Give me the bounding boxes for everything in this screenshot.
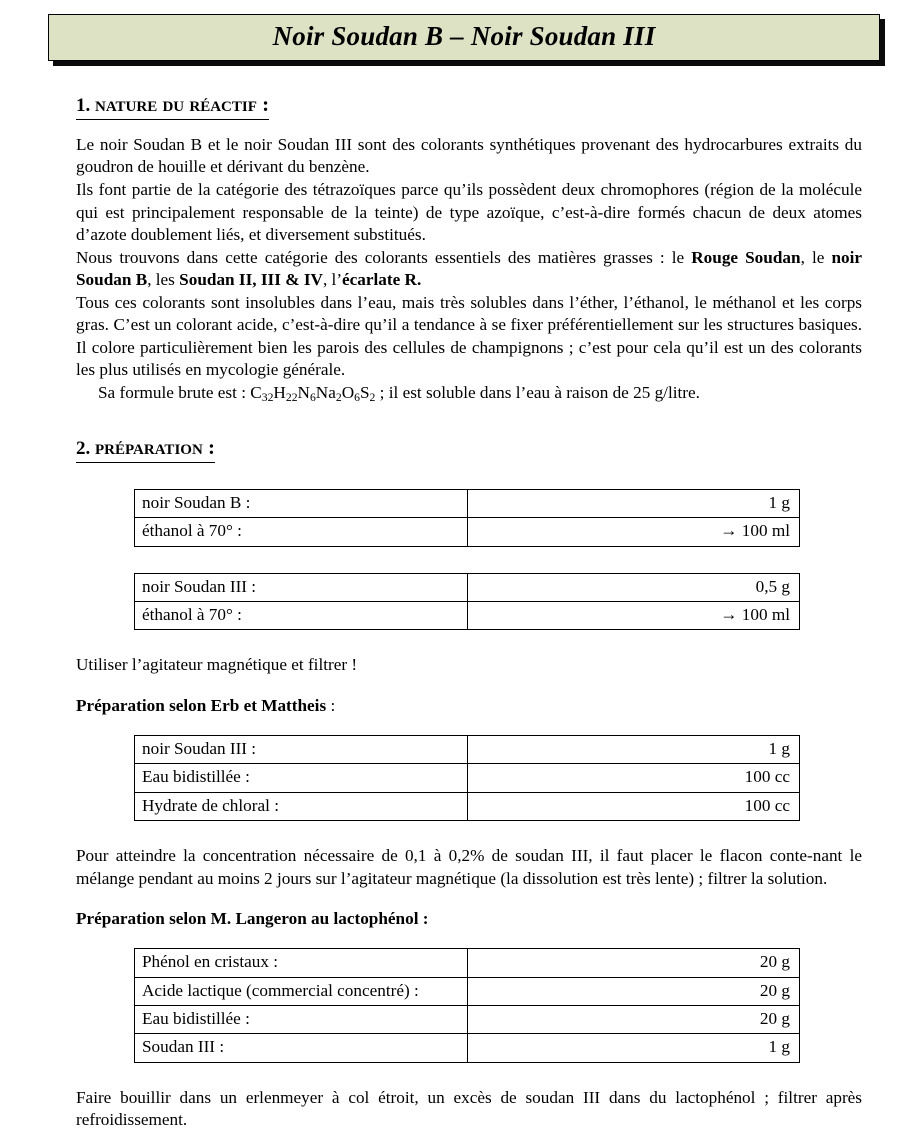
- table-row: [135, 792, 800, 820]
- section-1-title: nature du réactif :: [95, 92, 270, 117]
- ingredient-value: 20 g: [467, 977, 800, 1005]
- spacer: [76, 547, 862, 573]
- formula-subscript: 2: [335, 390, 342, 404]
- colorant-rouge-soudan: Rouge Soudan: [691, 247, 801, 267]
- recipe-table-erb-mattheis: [134, 735, 800, 821]
- ingredient-label: Acide lactique (commercial concentré) :: [135, 977, 468, 1005]
- section-2-title: préparation :: [95, 435, 216, 460]
- ingredient-label: Eau bidistillée :: [135, 1006, 468, 1034]
- spacer: [76, 630, 862, 654]
- ingredient-label: Soudan III :: [135, 1034, 468, 1062]
- formula-element: N: [297, 382, 310, 402]
- spacer: [76, 717, 862, 735]
- formula-suffix: ; il est soluble dans l’eau à raison de 25 g/litre.: [375, 382, 700, 402]
- ingredient-label: noir Soudan B :: [135, 490, 468, 518]
- spacer: [76, 477, 862, 489]
- spacer: [76, 677, 862, 695]
- ingredient-value: 20 g: [467, 949, 800, 977]
- ingredient-value: 20 g: [467, 1006, 800, 1034]
- formula-prefix: Sa formule brute est :: [98, 382, 251, 402]
- ingredient-value: 100 cc: [467, 764, 800, 792]
- formula-element: Na: [315, 382, 336, 402]
- subheading-langeron-text: Préparation selon M. Langeron au lactophénol :: [76, 909, 429, 929]
- table-row: [135, 764, 800, 792]
- colorants-sep-2: , les: [147, 270, 180, 290]
- ingredient-label: noir Soudan III :: [135, 736, 468, 764]
- formula-subscript: 22: [285, 390, 298, 404]
- paragraph-formula: [76, 382, 862, 405]
- ingredient-label: éthanol à 70° :: [135, 518, 468, 546]
- colorant-soudan-ii-iii-iv: Soudan II, III & IV: [179, 270, 323, 290]
- subheading-erb-mattheis: [76, 695, 862, 717]
- paragraph-nature-2: Ils font partie de la catégorie des tétrazoïques parce qu’ils possèdent deux chromophores (région de la molécule qui est principalement responsable de la teinte) de type azoïque, c’est-à-dire formés chacun de deux atomes d’azote doublement liés, et diversement substitués.: [76, 179, 862, 245]
- table-row: [135, 490, 800, 518]
- chemical-formula: [250, 383, 375, 402]
- ingredient-value: 0,5 g: [467, 573, 800, 601]
- section-1-heading-row: [76, 61, 862, 134]
- subheading-erb-mattheis-text: Préparation selon Erb et Mattheis: [76, 695, 327, 715]
- section-1-heading: [76, 91, 269, 120]
- subheading-langeron: [76, 908, 862, 930]
- section-1-number: 1.: [76, 95, 91, 117]
- formula-element: C: [250, 382, 262, 402]
- formula-element: O: [341, 382, 355, 402]
- recipe-table-noir-soudan-iii: [134, 573, 800, 631]
- table-row: [135, 1006, 800, 1034]
- ingredient-label: éthanol à 70° :: [135, 601, 468, 629]
- table-row: [135, 573, 800, 601]
- table-row: [135, 601, 800, 629]
- section-2-heading-row: [76, 404, 862, 477]
- paragraph-nature-1: Le noir Soudan B et le noir Soudan III sont des colorants synthétiques provenant des hydrocarbures extraits du goudron de houille et dérivant du benzène.: [76, 134, 862, 177]
- formula-subscript: 32: [261, 390, 274, 404]
- formula-subscript: 2: [369, 390, 376, 404]
- ingredient-value: 1 g: [467, 1034, 800, 1062]
- spacer: [76, 890, 862, 908]
- ingredient-value: → 100 ml: [467, 518, 800, 546]
- title-banner-wrapper: [48, 14, 880, 61]
- table-row: [135, 1034, 800, 1062]
- formula-element: H: [273, 382, 286, 402]
- ingredient-label: Eau bidistillée :: [135, 764, 468, 792]
- ingredient-value: 100 cc: [467, 792, 800, 820]
- formula-subscript: 6: [309, 390, 316, 404]
- document-title: Noir Soudan B – Noir Soudan III: [272, 21, 656, 51]
- colorant-ecarlate-r: écarlate R.: [342, 270, 422, 290]
- colorants-sep-3: , l’: [322, 270, 343, 290]
- table-row: [135, 518, 800, 546]
- ingredient-value: → 100 ml: [467, 601, 800, 629]
- document-content: [76, 61, 862, 1132]
- note-magnetic-stirrer: Utiliser l’agitateur magnétique et filtrer !: [76, 655, 358, 675]
- spacer: [76, 930, 862, 948]
- spacer: [76, 821, 862, 845]
- ingredient-label: Hydrate de chloral :: [135, 792, 468, 820]
- table-row: [135, 736, 800, 764]
- colorants-sep-1: , le: [800, 247, 832, 267]
- section-2-number: 2.: [76, 438, 91, 460]
- paragraph-langeron-instructions: Faire bouillir dans un erlenmeyer à col étroit, un excès de soudan III dans du lactophénol ; filtrer après refroidissement.: [76, 1087, 862, 1130]
- paragraph-nature-colorants: [76, 247, 862, 292]
- ingredient-label: noir Soudan III :: [135, 573, 468, 601]
- spacer: [76, 1063, 862, 1087]
- formula-subscript: 6: [354, 390, 360, 404]
- subheading-erb-mattheis-colon: :: [326, 695, 336, 715]
- paragraph-nature-3: Tous ces colorants sont insolubles dans l’eau, mais très solubles dans l’éther, l’éthanol, le méthanol et les corps gras. C’est un colorant acide, c’est-à-dire qu’il a tendance à se fixer préférentiellement sur les structures basiques. Il colore particulièrement bien les parois des cellules de champignons ; c’est pour cela qu’il est un des colorants les plus utilisés en mycologie générale.: [76, 292, 862, 380]
- ingredient-label: Phénol en cristaux :: [135, 949, 468, 977]
- paragraph-erb-instructions: Pour atteindre la concentration nécessaire de 0,1 à 0,2% de soudan III, il faut placer le flacon conte-nant le mélange pendant au moins 2 jours sur l’agitateur magnétique (la dissolution est très lente) ; filtrer la solution.: [76, 846, 862, 888]
- title-banner: [48, 14, 880, 61]
- recipe-table-langeron: [134, 948, 800, 1062]
- document-page: [0, 14, 900, 1130]
- section-2-heading: [76, 434, 215, 463]
- table-row: [135, 949, 800, 977]
- colorant-noir-soudan-b: noir Soudan B: [76, 247, 863, 290]
- ingredient-value: 1 g: [467, 490, 800, 518]
- colorants-lead: Nous trouvons dans cette catégorie des colorants essentiels des matières grasses : le: [76, 247, 692, 267]
- ingredient-value: 1 g: [467, 736, 800, 764]
- recipe-table-noir-soudan-b: [134, 489, 800, 547]
- formula-element: S: [359, 382, 370, 402]
- table-row: [135, 977, 800, 1005]
